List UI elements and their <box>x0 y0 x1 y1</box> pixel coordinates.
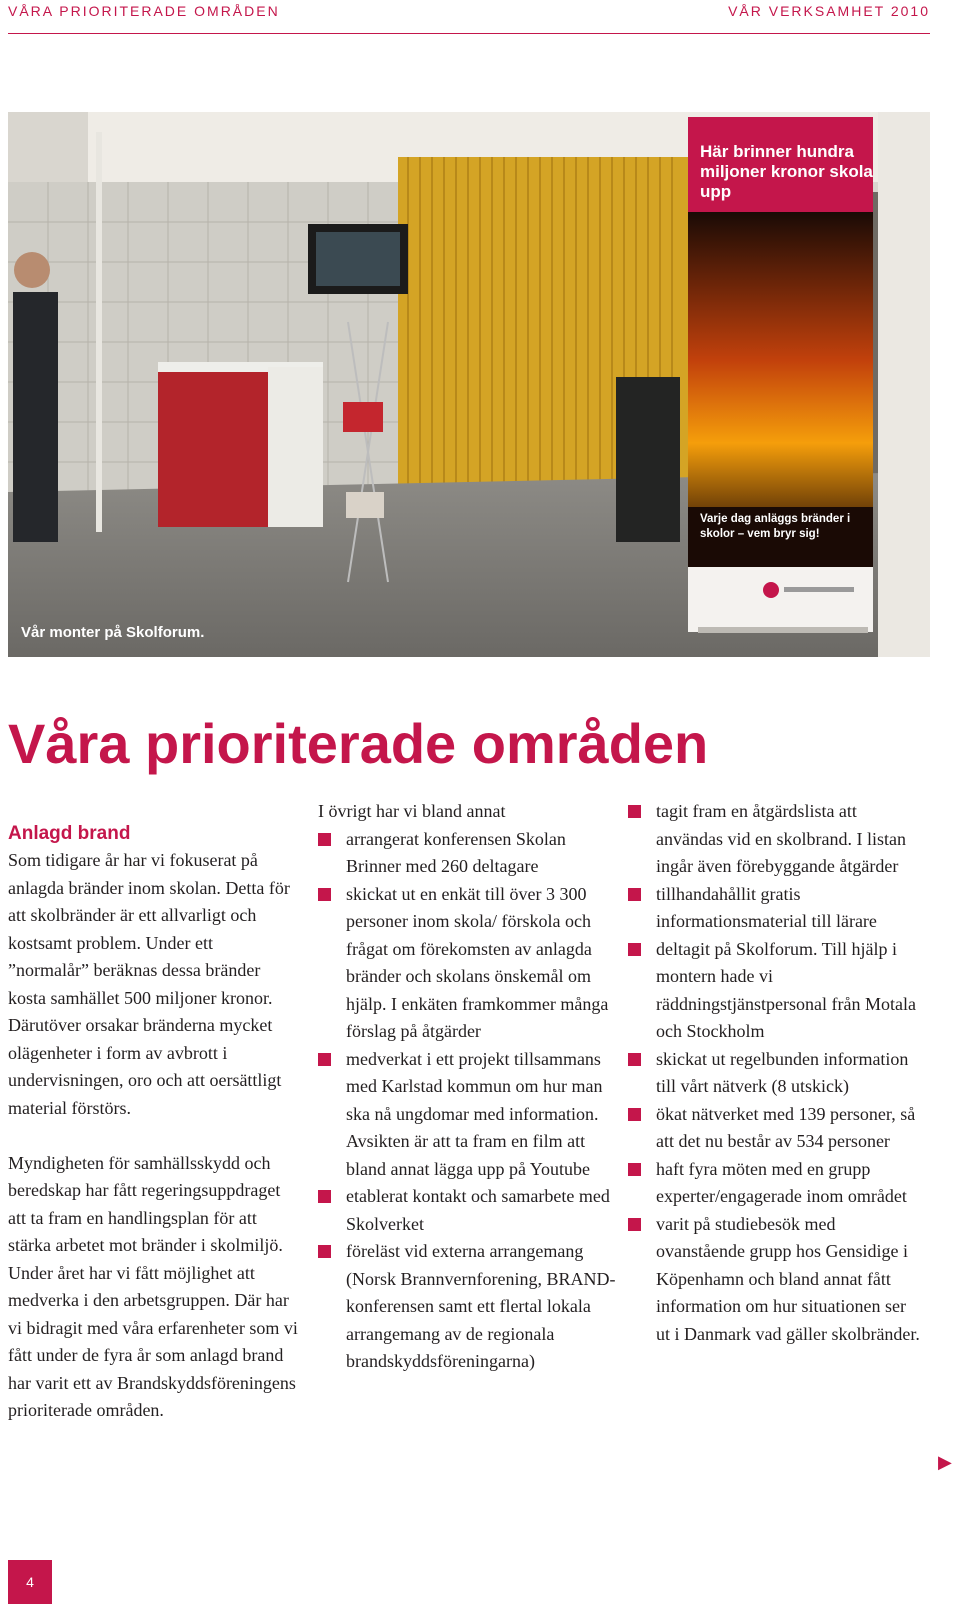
bullet-square-icon <box>318 1053 331 1066</box>
list-item: skickat ut regelbunden information till vårt nätverk (8 utskick) <box>628 1046 920 1101</box>
continue-arrow-icon: ▶ <box>938 1452 952 1473</box>
running-header <box>8 0 930 34</box>
list-item: varit på studiebesök med ovanstående grupp hos Gensidige i Köpenhamn och bland annat fått information om hur situationen ser ut i Danmark vad gäller skolbränder. <box>628 1211 920 1349</box>
body-paragraph-1: Som tidigare år har vi fokuserat på anlagda bränder inom skolan. Detta för att skolbränder är ett allvarligt och kostsamt problem. Under ett ”normalår” beräknas dessa bränder kosta samhället 500 miljoner kronor. Därutöver orsakar bränderna mycket olägenheter i form av avbrott i undervisningen, oro och att oersättligt material förstörs. <box>8 850 290 1118</box>
bullet-square-icon <box>628 1218 641 1231</box>
column-left <box>8 820 298 1425</box>
list-item: tillhandahållit gratis informationsmaterial till lärare <box>628 881 920 936</box>
bullet-square-icon <box>628 805 641 818</box>
bullet-square-icon <box>628 1163 641 1176</box>
page-number-badge <box>8 1560 52 1604</box>
bullet-square-icon <box>628 888 641 901</box>
bullet-square-icon <box>318 1190 331 1203</box>
section-title: VÅRA PRIORITERADE OMRÅDEN <box>8 3 280 19</box>
list-item: deltagit på Skolforum. Till hjälp i montern hade vi räddningstjänstpersonal från Motala och Stockholm <box>628 936 920 1046</box>
list-item: arrangerat konferensen Skolan Brinner med 260 deltagare <box>318 826 618 881</box>
bullet-square-icon <box>318 888 331 901</box>
activity-list-1 <box>318 826 618 1376</box>
list-item: etablerat kontakt och samarbete med Skolverket <box>318 1183 618 1238</box>
page-title: Våra prioriterade områden <box>8 712 709 775</box>
bullet-square-icon <box>318 833 331 846</box>
list-item: haft fyra möten med en grupp experter/engagerade inom området <box>628 1156 920 1211</box>
column-right <box>628 798 920 1348</box>
bullet-square-icon <box>318 1245 331 1258</box>
bullet-square-icon <box>628 943 641 956</box>
banner-subtext: Varje dag anläggs bränder i skolor – vem bryr sig! <box>700 513 851 540</box>
banner-heading: Här brinner hundra miljoner kronor skola upp <box>700 142 873 201</box>
section-subheading: Anlagd brand <box>8 823 131 844</box>
exhibition-photo <box>8 112 930 657</box>
list-intro: I övrigt har vi bland annat <box>318 801 506 821</box>
body-paragraph-2: Myndigheten för samhällsskydd och beredskap har fått regeringsuppdraget att ta fram en handlingsplan för att stärka arbetet mot bränder i skolmiljö. Under året har vi fått möjlighet att medverka i den arbetsgruppen. Där har vi bidragit med våra erfarenheter som vi fått under de fyra år som anlagd brand har varit ett av Brandskyddsföreningens prioriterade områden. <box>8 1152 298 1420</box>
bullet-square-icon <box>628 1053 641 1066</box>
list-item: tagit fram en åtgärdslista att användas vid en skolbrand. I listan ingår även förebyggande åtgärder <box>628 798 920 881</box>
photo-caption: Vår monter på Skolforum. <box>21 624 205 641</box>
column-middle <box>318 798 618 1376</box>
list-item: medverkat i ett projekt tillsammans med Karlstad kommun om hur man ska nå ungdomar med information. Avsikten är att ta fram en film att bland annat lägga upp på Youtube <box>318 1046 618 1184</box>
list-item: skickat ut en enkät till över 3 300 personer inom skola/ förskola och frågat om förekomsten av anlagda bränder och skolans önskemål om hjälp. I enkäten framkommer många förslag på åtgärder <box>318 881 618 1046</box>
publication-title: VÅR VERKSAMHET 2010 <box>728 3 930 19</box>
list-item: ökat nätverket med 139 personer, så att det nu består av 534 personer <box>628 1101 920 1156</box>
activity-list-2 <box>628 798 920 1348</box>
page-number: 4 <box>26 1574 34 1590</box>
bullet-square-icon <box>628 1108 641 1121</box>
list-item: föreläst vid externa arrangemang (Norsk Brannvernforening, BRAND-konferensen samt ett flertal lokala arrangemang av de regionala brandskyddsföreningarna) <box>318 1238 618 1376</box>
